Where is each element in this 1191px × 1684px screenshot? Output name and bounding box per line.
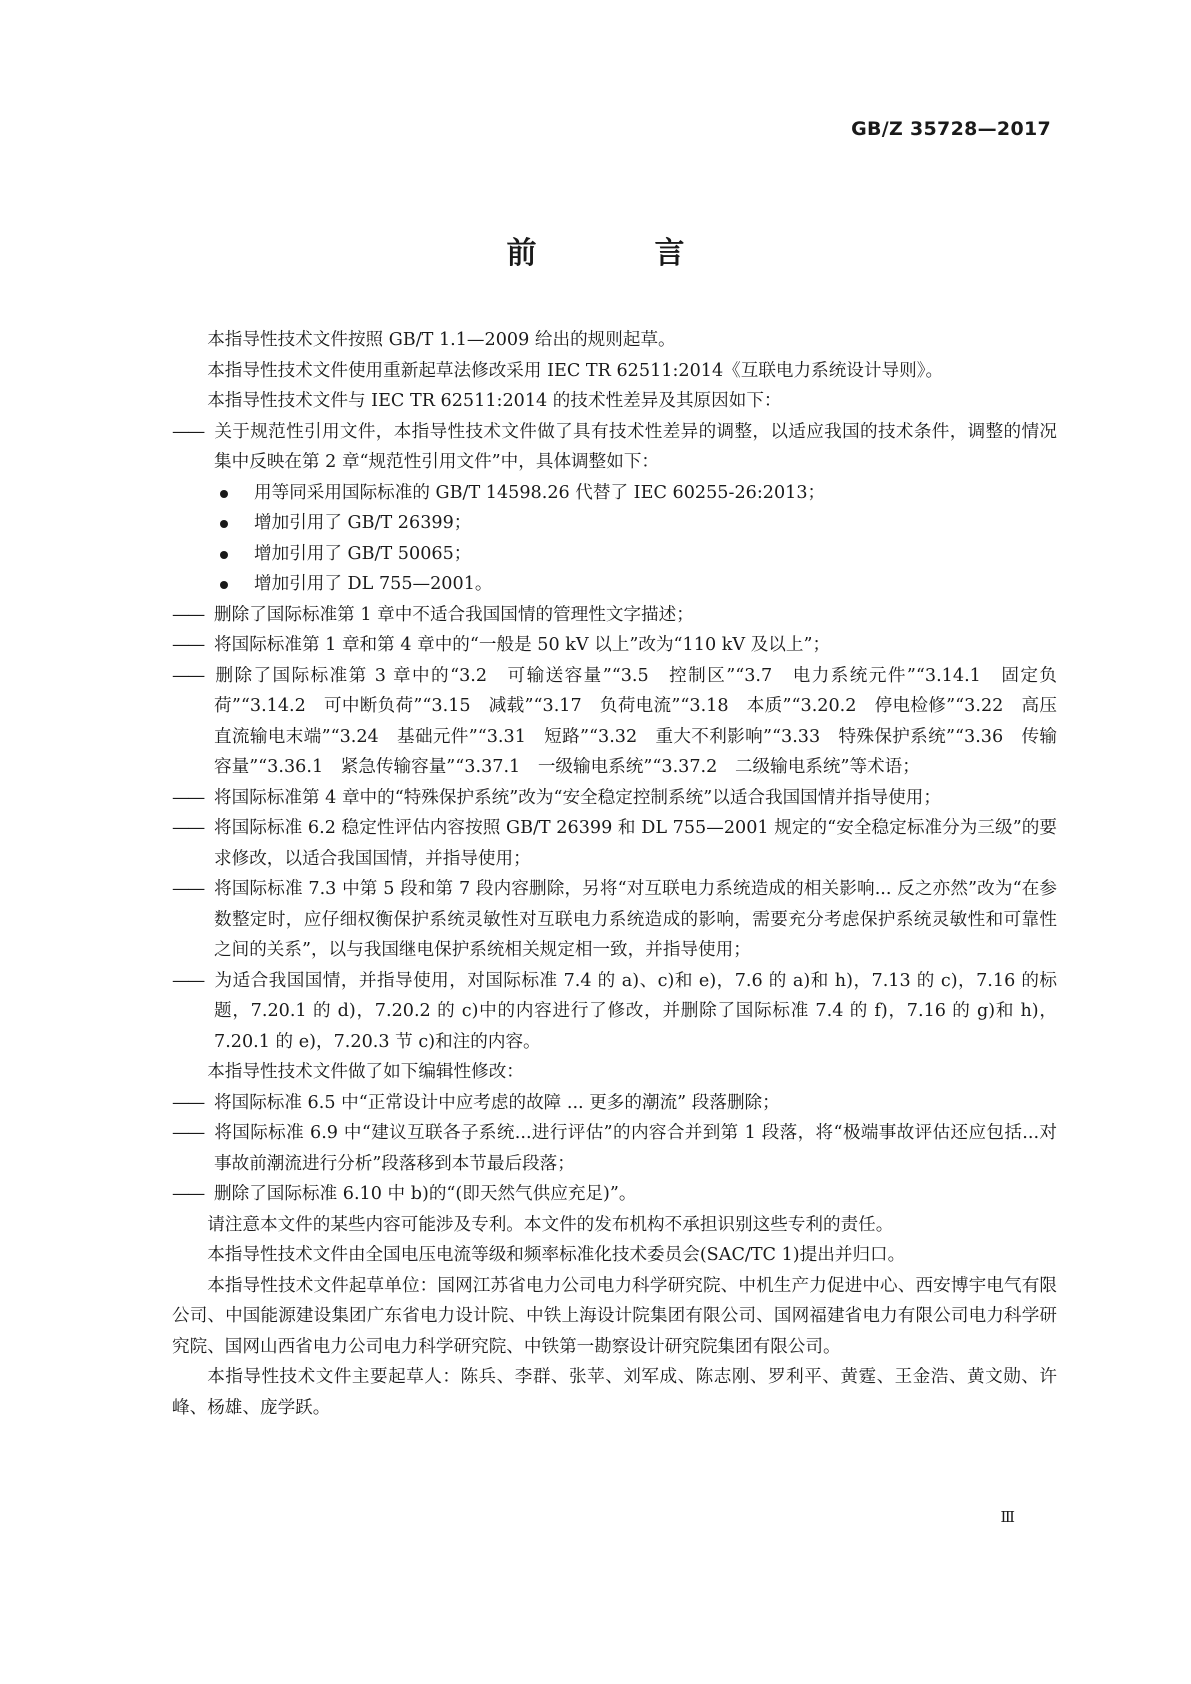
diff-item: —— 将国际标准 6.2 稳定性评估内容按照 GB/T 26399 和 DL 755—2001 规定的“安全稳定标准分为三级”的要求修改，以适合我国国情，并指导使用； (172, 813, 1057, 874)
diff-item: —— 删除了国际标准第 1 章中不适合我国国情的管理性文字描述； (172, 600, 1057, 631)
paragraph-drafters: 本指导性技术文件主要起草人：陈兵、李群、张苹、刘军成、陈志刚、罗利平、黄霆、王金浩、黄文勋、许峰、杨雄、庞学跃。 (172, 1367, 1057, 1418)
bullet-dot-icon (220, 490, 228, 498)
dash-marker: —— (172, 604, 204, 625)
page-number: Ⅲ (1000, 1508, 1015, 1526)
page-title: 前 言 (506, 236, 729, 271)
dash-marker: —— (172, 818, 204, 838)
dash-marker: —— (172, 879, 204, 899)
dash-marker: —— (172, 635, 204, 655)
dash-marker: —— (172, 421, 204, 442)
editorial-item: —— 删除了国际标准 6.10 中 b)的“(即天然气供应充足)”。 (172, 1179, 1057, 1210)
dash-marker: —— (172, 1092, 204, 1113)
diff-item: —— 为适合我国国情，并指导使用，对国际标准 7.4 的 a)、c)和 e)，7.6 的 a)和 h)，7.13 的 c)，7.16 的标题，7.20.1 的 d)，7.20.2 的 c)中的内容进行了修改，并删除了国际标准 7.4 的 f)，7.16 的 g)和 h)，7.20.1 的 e)，7.20.3 节 c)和注的内容。 (172, 966, 1057, 1058)
bullet-item: 用等同采用国际标准的 GB/T 14598.26 代替了 IEC 60255-26:2013； (214, 478, 1057, 509)
dash-marker: —— (172, 665, 204, 686)
dash-marker: —— (172, 1184, 204, 1204)
standard-code: GB/Z 35728—2017 (851, 118, 1051, 140)
bullet-dot-icon (220, 551, 228, 559)
diff-item: —— 将国际标准第 1 章和第 4 章中的“一般是 50 kV 以上”改为“110 kV 及以上”； (172, 630, 1057, 661)
paragraph-drafting-units: 本指导性技术文件起草单位：国网江苏省电力公司电力科学研究院、中机生产力促进中心、西安博宇电气有限公司、中国能源建设集团广东省电力设计院、中铁上海设计院集团有限公司、国网福建省电力有限公司电力科学研究院、国网山西省电力公司电力科学研究院、中铁第一勘察设计研究院集团有限公司。 (172, 1275, 1057, 1357)
document-body (172, 325, 1057, 1423)
bullet-item: 增加引用了 GB/T 50065； (214, 539, 1057, 570)
paragraph-patent-notice: 请注意本文件的某些内容可能涉及专利。本文件的发布机构不承担识别这些专利的责任。 (207, 1214, 894, 1235)
editorial-item: —— 将国际标准 6.5 中“正常设计中应考虑的故障 ... 更多的潮流” 段落删除； (172, 1088, 1057, 1119)
bullet-dot-icon (220, 581, 228, 589)
dash-marker: —— (172, 970, 204, 991)
paragraph-adoption-method: 本指导性技术文件使用重新起草法修改采用 IEC TR 62511:2014《互联电力系统设计导则》。 (207, 360, 944, 381)
bullet-dot-icon (220, 520, 228, 528)
diff-item: —— 将国际标准第 4 章中的“特殊保护系统”改为“安全稳定控制系统”以适合我国国情并指导使用； (172, 783, 1057, 814)
dash-marker: —— (172, 1123, 204, 1143)
paragraph-drafting-rules: 本指导性技术文件按照 GB/T 1.1—2009 给出的规则起草。 (207, 330, 676, 350)
bullet-item: 增加引用了 DL 755—2001。 (214, 569, 1057, 600)
editorial-item: —— 将国际标准 6.9 中“建议互联各子系统...进行评估”的内容合并到第 1 段落，将“极端事故评估还应包括...对事故前潮流进行分析”段落移到本节最后段落； (172, 1118, 1057, 1179)
diff-item: —— 关于规范性引用文件，本指导性技术文件做了具有技术性差异的调整，以适应我国的技术条件，调整的情况集中反映在第 2 章“规范性引用文件”中，具体调整如下： (172, 417, 1057, 478)
bullet-item: 增加引用了 GB/T 26399； (214, 508, 1057, 539)
paragraph-tech-diffs-intro: 本指导性技术文件与 IEC TR 62511:2014 的技术性差异及其原因如下： (207, 391, 782, 411)
diff-item: —— 将国际标准 7.3 中第 5 段和第 7 段内容删除，另将“对互联电力系统造成的相关影响... 反之亦然”改为“在参数整定时，应仔细权衡保护系统灵敏性对互联电力系统造成的影响，需要充分考虑保护系统灵敏性和可靠性之间的关系”，以与我国继电保护系统相关规定相一致，并指导使用； (172, 874, 1057, 966)
paragraph-committee: 本指导性技术文件由全国电压电流等级和频率标准化技术委员会(SAC/TC 1)提出并归口。 (207, 1245, 906, 1265)
paragraph-editorial-intro: 本指导性技术文件做了如下编辑性修改： (207, 1062, 524, 1082)
dash-marker: —— (172, 787, 204, 808)
diff-item: —— 删除了国际标准第 3 章中的“3.2 可输送容量”“3.5 控制区”“3.7 电力系统元件”“3.14.1 固定负荷”“3.14.2 可中断负荷”“3.15 减载”“3.17 负荷电流”“3.18 本质”“3.20.2 停电检修”“3.22 高压直流输电末端”“3.24 基础元件”“3.31 短路”“3.32 重大不利影响”“3.33 特殊保护系统”“3.36 传输容量”“3.36.1 紧急传输容量”“3.37.1 一级输电系统”“3.37.2 二级输电系统”等术语； (172, 661, 1057, 783)
